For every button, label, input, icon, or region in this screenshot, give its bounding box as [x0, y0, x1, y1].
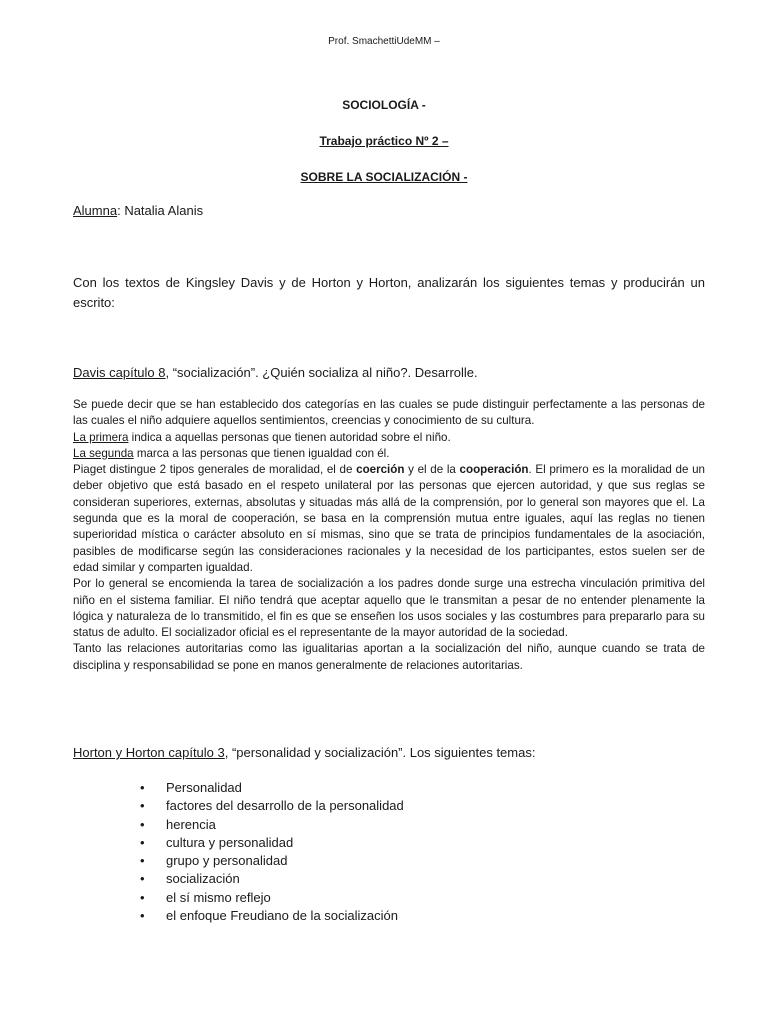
answer-body — [73, 397, 705, 674]
list-item — [140, 852, 404, 870]
section-davis-ref: Davis capítulo 8 — [73, 365, 166, 380]
first-category-text: indica a aquellas personas que tienen autoridad sobre el niño. — [128, 430, 451, 444]
bullet-icon: • — [140, 908, 145, 924]
piaget-text-a: Piaget distingue 2 tipos generales de moralidad, el de — [73, 463, 357, 477]
term-coercion: coerción — [356, 463, 405, 477]
list-item — [140, 834, 404, 852]
bullet-icon: • — [140, 871, 145, 887]
list-item — [140, 907, 404, 925]
list-item — [140, 889, 404, 907]
answer-paragraph-5: Por lo general se encomienda la tarea de socialización a los padres donde surge una estrecha vinculación primitiva del niño en el sistema familiar. El niño tendrá que aceptar aquello que le transmitan a pesar de no entender plenamente la lógica y naturaleza de lo transmitido, el fin es que se enseñen los usos sociales y las costumbres para prepararlo para su status de adulto. El socializador oficial es el representante de la mayor autoridad de la sociedad. — [73, 577, 705, 640]
bullet-icon: • — [140, 798, 145, 814]
bullet-icon: • — [140, 834, 145, 850]
student-name: Natalia Alanis — [124, 203, 204, 218]
piaget-text-c: . El primero es la moralidad de un deber objetivo que está basado en el respeto unilateral por las personas que ejercen autoridad, y que sus reglas se consideran superiores, externas, absolutas y situadas más allá de la comprensión, por lo general son mayores que el. La segunda que es la moral de cooperación, se basa en la comprensión mutua entre iguales, aquí las reglas no tienen superioridad mística o carácter absoluto en sí mismas, sino que se trata de principios fundamentales de la asociación, pasibles de modificarse según las consideraciones racionales y la necesidad de los participantes, estos suelen ser de edad similar y comparten igualdad. — [73, 463, 705, 574]
topic-text: herencia — [166, 816, 216, 832]
topic-text: grupo y personalidad — [166, 853, 288, 869]
topic-title: SOBRE LA SOCIALIZACIÓN - — [300, 170, 468, 184]
second-category-text: marca a las personas que tienen igualdad con él. — [133, 446, 390, 460]
list-item — [140, 870, 404, 888]
section-davis-heading — [73, 363, 705, 383]
term-cooperation: cooperación — [459, 463, 529, 477]
bullet-icon: • — [140, 889, 145, 905]
student-separator: : — [117, 203, 125, 218]
topic-text: factores del desarrollo de la personalidad — [166, 798, 404, 814]
second-category-label: La segunda — [73, 446, 134, 460]
page-header: Prof. SmachettiUdeMM – — [328, 36, 440, 47]
piaget-text-b: y el de la — [404, 463, 460, 477]
topic-text: Personalidad — [166, 780, 242, 795]
topics-list — [140, 779, 404, 925]
section-horton-ref: Horton y Horton capítulo 3 — [73, 745, 225, 760]
bullet-icon: • — [140, 780, 145, 795]
subject-title: SOCIOLOGÍA - — [342, 98, 426, 112]
bullet-icon: • — [140, 853, 145, 869]
student-line — [73, 203, 203, 218]
first-category-label: La primera — [73, 430, 129, 444]
section-davis-question: , “socialización”. ¿Quién socializa al niño?. Desarrolle. — [165, 365, 478, 380]
answer-paragraph-1: Se puede decir que se han establecido dos categorías en las cuales se pude distinguir perfectamente a las personas de las cuales el niño adquiere aquellos sentimientos, creencias y conocimiento de su cultura. — [73, 398, 705, 428]
student-label: Alumna — [73, 203, 118, 218]
section-horton-text: , “personalidad y socialización”. Los siguientes temas: — [224, 745, 536, 760]
topic-text: socialización — [166, 871, 240, 887]
answer-paragraph-6: Tanto las relaciones autoritarias como las igualitarias aportan a la socialización del niño, aunque cuando se trata de disciplina y responsabilidad se pone en manos generalmente de relaciones autoritarias. — [73, 642, 705, 672]
section-horton-heading — [73, 743, 705, 763]
intro-paragraph: Con los textos de Kingsley Davis y de Horton y Horton, analizarán los siguientes temas y producirán un escrito: — [73, 275, 705, 310]
answer-paragraph-3 — [73, 446, 705, 462]
list-item — [140, 816, 404, 834]
topic-text: el enfoque Freudiano de la socialización — [166, 908, 398, 924]
bullet-icon: • — [140, 816, 145, 832]
topic-text: cultura y personalidad — [166, 834, 294, 850]
answer-paragraph-2 — [73, 430, 705, 446]
list-item — [140, 797, 404, 815]
topic-text: el sí mismo reflejo — [166, 889, 271, 905]
answer-paragraph-4 — [73, 462, 705, 576]
assignment-title: Trabajo práctico Nº 2 – — [319, 134, 449, 148]
list-item — [140, 779, 404, 797]
